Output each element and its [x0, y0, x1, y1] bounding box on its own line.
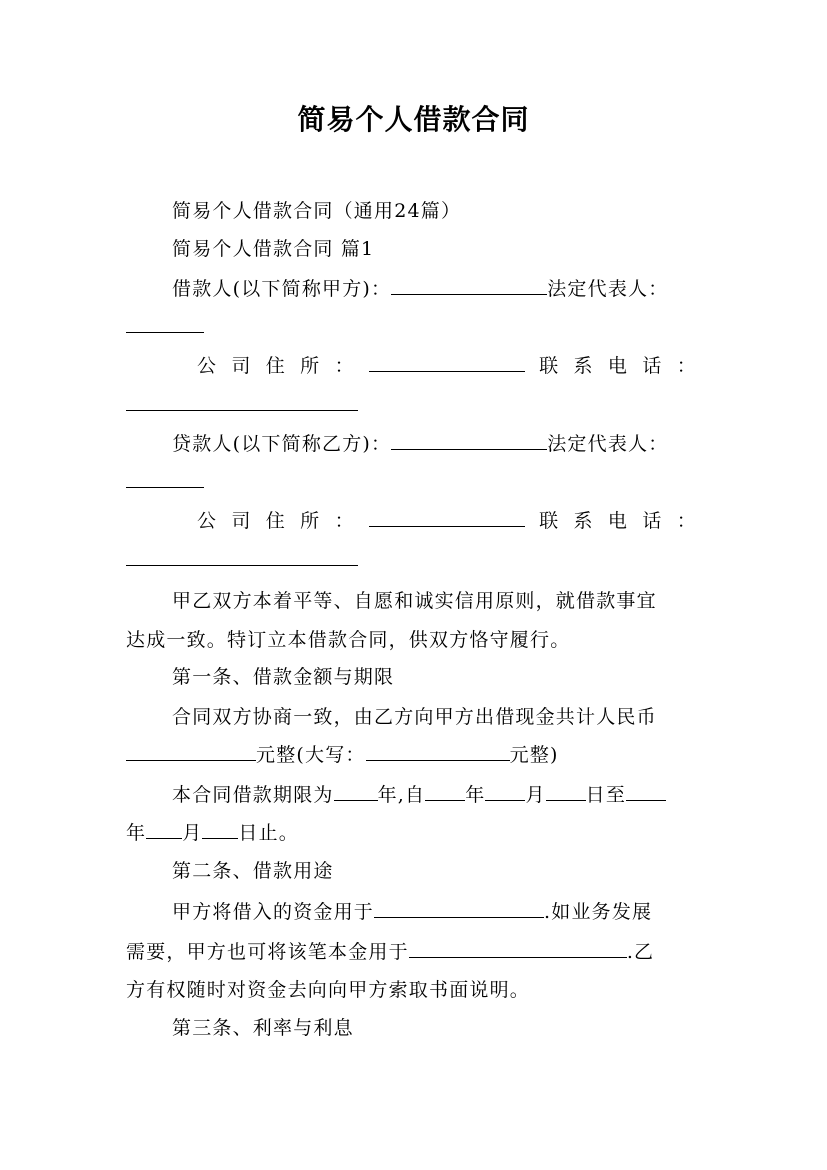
borrower-phone-blank[interactable]: [126, 390, 358, 411]
article2-line2: [126, 937, 706, 967]
phone-char: 话: [642, 510, 663, 532]
borrower-name-blank[interactable]: [391, 274, 547, 295]
usage-prefix: 甲方将借入的资金用于: [172, 901, 375, 923]
address-char: 住: [265, 510, 286, 532]
phone-char: ：: [676, 510, 697, 532]
phone-char: 系: [573, 355, 594, 377]
start-year-blank[interactable]: [425, 780, 465, 801]
borrower-line: [172, 274, 706, 304]
address-char: 公: [197, 510, 218, 532]
borrower-label: 借款人(以下简称甲方)：: [172, 278, 392, 300]
alt-usage-blank[interactable]: [409, 937, 627, 958]
lender-phone-blank[interactable]: [126, 545, 358, 566]
phone-char: 联: [539, 510, 560, 532]
term-day-end: 日止。: [238, 822, 300, 844]
address-char: 所: [300, 355, 321, 377]
phone-char: 联: [539, 355, 560, 377]
address-char: 所: [300, 510, 321, 532]
address-char: 住: [265, 355, 286, 377]
borrower-rep-blank[interactable]: [126, 312, 204, 333]
alt-usage-prefix: 需要，甲方也可将该笔本金用于: [126, 941, 409, 963]
article2-line3: 方有权随时对资金去向向甲方索取书面说明。: [126, 979, 531, 1001]
lender-rep-label: 法定代表人：: [547, 433, 669, 455]
lender-address-blank[interactable]: [369, 506, 525, 527]
phone-char: 话: [642, 355, 663, 377]
borrower-address-line: [197, 351, 697, 381]
borrower-rep-label: 法定代表人：: [547, 278, 669, 300]
document-title: 简易个人借款合同: [297, 103, 530, 136]
term-year: 年: [126, 822, 147, 844]
article1-amount-line: [126, 740, 706, 770]
term-from: 年,自: [377, 784, 426, 806]
term-day-to: 日至: [585, 784, 627, 806]
address-char: 司: [231, 355, 252, 377]
term-month: 月: [525, 784, 546, 806]
amount-figure-blank[interactable]: [126, 740, 256, 761]
article1-title: 第一条、借款金额与期限: [172, 666, 395, 688]
end-month-blank[interactable]: [146, 818, 182, 839]
article1-term-line: [172, 780, 706, 810]
alt-usage-suffix: .乙: [626, 941, 655, 963]
chapter-heading: 简易个人借款合同 篇1: [172, 238, 375, 260]
usage-suffix: .如业务发展: [544, 901, 653, 923]
start-month-blank[interactable]: [485, 780, 525, 801]
address-char: ：: [334, 355, 355, 377]
amount-unit: 元整(大写：: [256, 744, 366, 766]
lender-name-blank[interactable]: [391, 429, 547, 450]
address-char: 司: [231, 510, 252, 532]
borrower-address-blank[interactable]: [369, 351, 525, 372]
term-prefix: 本合同借款期限为: [172, 784, 334, 806]
amount-end: 元整): [509, 744, 559, 766]
address-char: ：: [334, 510, 355, 532]
usage-blank[interactable]: [374, 897, 544, 918]
borrower-phone-line: [126, 390, 706, 420]
lender-address-line: [197, 506, 697, 536]
lender-line: [172, 429, 706, 459]
article1-line1: 合同双方协商一致，由乙方向甲方出借现金共计人民币: [172, 706, 657, 728]
end-year-blank[interactable]: [626, 780, 666, 801]
lender-rep-line: [126, 467, 706, 497]
start-day-blank[interactable]: [546, 780, 586, 801]
intro-paragraph-line2: 达成一致。特订立本借款合同，供双方恪守履行。: [126, 629, 571, 651]
borrower-rep-line: [126, 312, 706, 342]
term-years-blank[interactable]: [334, 780, 378, 801]
address-char: 公: [197, 355, 218, 377]
amount-words-blank[interactable]: [366, 740, 510, 761]
phone-char: 电: [607, 355, 629, 377]
lender-phone-line: [126, 545, 706, 575]
lender-rep-blank[interactable]: [126, 467, 204, 488]
term-year: 年: [465, 784, 486, 806]
intro-paragraph-line1: 甲乙双方本着平等、自愿和诚实信用原则，就借款事宜: [172, 590, 657, 612]
article2-title: 第二条、借款用途: [172, 860, 334, 882]
term-month: 月: [182, 822, 203, 844]
phone-char: 电: [607, 510, 629, 532]
article2-line1: [172, 897, 706, 927]
document-subtitle: 简易个人借款合同（通用24篇）: [172, 200, 462, 222]
phone-char: ：: [676, 355, 697, 377]
lender-label: 贷款人(以下简称乙方)：: [172, 433, 392, 455]
article3-title: 第三条、利率与利息: [172, 1017, 354, 1039]
end-day-blank[interactable]: [202, 818, 238, 839]
phone-char: 系: [573, 510, 594, 532]
article1-term-end-line: [126, 818, 706, 848]
